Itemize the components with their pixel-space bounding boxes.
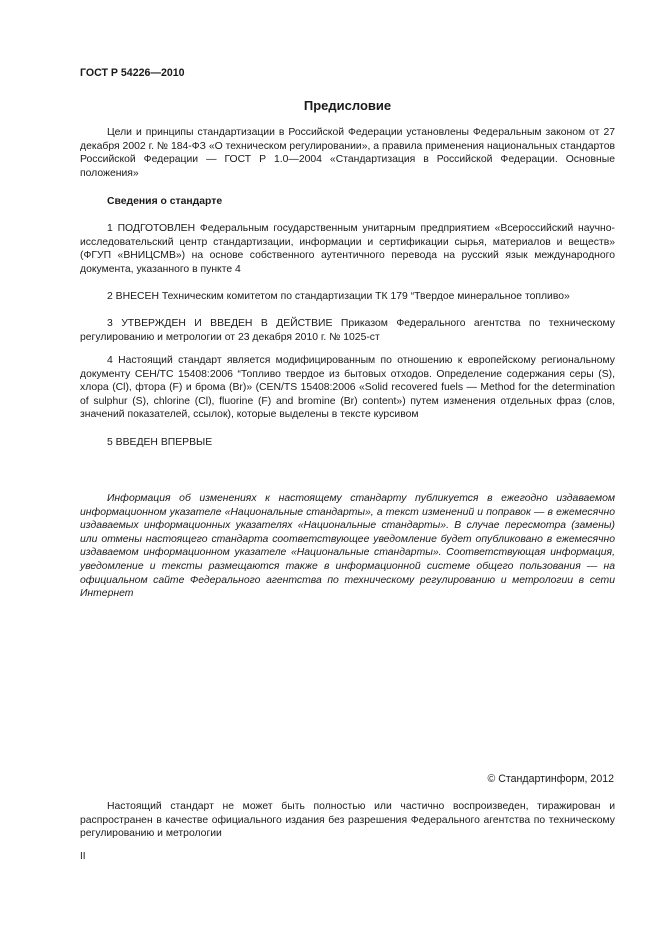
standard-info-item-1: 1 ПОДГОТОВЛЕН Федеральным государственным унитарным предприятием «Всероссийский научно-исследовательский центр стандартизации, информации и сертификации сырья, материалов и веществ» (ФГУП «ВНИЦСМВ») на основе собственного аутентичного перевода на русский язык международного документа, указанного в пункте 4: [80, 223, 615, 275]
copyright-line: © Стандартинформ, 2012: [487, 773, 614, 785]
standard-info-item-5: 5 ВВЕДЕН ВПЕРВЫЕ: [107, 437, 213, 448]
reproduction-rights-notice: Настоящий стандарт не может быть полностью или частично воспроизведен, тиражирован и распространен в качестве официального издания без разрешения Федерального агентства по техническому регулированию и метрологии: [80, 801, 615, 840]
standard-info-item-3: 3 УТВЕРЖДЕН И ВВЕДЕН В ДЕЙСТВИЕ Приказом Федерального агентства по техническому регулированию и метрологии от 23 декабря 2010 г. № 1025-ст: [80, 318, 615, 343]
foreword-intro-paragraph: Цели и принципы стандартизации в Российской Федерации установлены Федеральным законом от 27 декабря 2002 г. № 184-ФЗ «О техническом регулировании», а правила применения национальных стандартов Российской Федерации — ГОСТ Р 1.0—2004 «Стандартизация в Российской Федерации. Основные положения»: [80, 127, 615, 179]
standard-info-item-4: 4 Настоящий стандарт является модифицированным по отношению к европейскому региональному документу СЕН/ТС 15408:2006 “Топливо твердое из бытовых отходов. Определение содержания серы (S), хлора (Cl), фтора (F) и брома (Br)» (CEN/TS 15408:2006 «Solid recovered fuels — Method for the determination of sulphur (S), chlorine (Cl), fluorine (F) and bromine (Br) content») путем изменения отдельных фраз (слов, значений показателей, ссылок), которые выделены в тексте курсивом: [80, 355, 615, 421]
standard-info-heading: Сведения о стандарте: [107, 196, 223, 207]
standard-info-item-2: 2 ВНЕСЕН Техническим комитетом по стандартизации ТК 179 “Твердое минеральное топливо»: [107, 291, 570, 302]
page-number: II: [80, 851, 86, 862]
document-code: ГОСТ Р 54226—2010: [80, 67, 185, 79]
amendments-notice: Информация об изменениях к настоящему стандарту публикуется в ежегодно издаваемом информационном указателе «Национальные стандарты», а текст изменений и поправок — в ежемесячно издаваемых информационных указателях «Национальные стандарты». В случае пересмотра (замены) или отмены настоящего стандарта соответствующее уведомление будет опубликовано в ежемесячно издаваемом информационном указателе «Национальные стандарты». Соответствующая информация, уведомление и тексты размещаются также в информационной системе общего пользования — на официальном сайте Федерального агентства по техническому регулированию и метрологии в сети Интернет: [80, 493, 615, 600]
foreword-title: Предисловие: [303, 98, 392, 113]
